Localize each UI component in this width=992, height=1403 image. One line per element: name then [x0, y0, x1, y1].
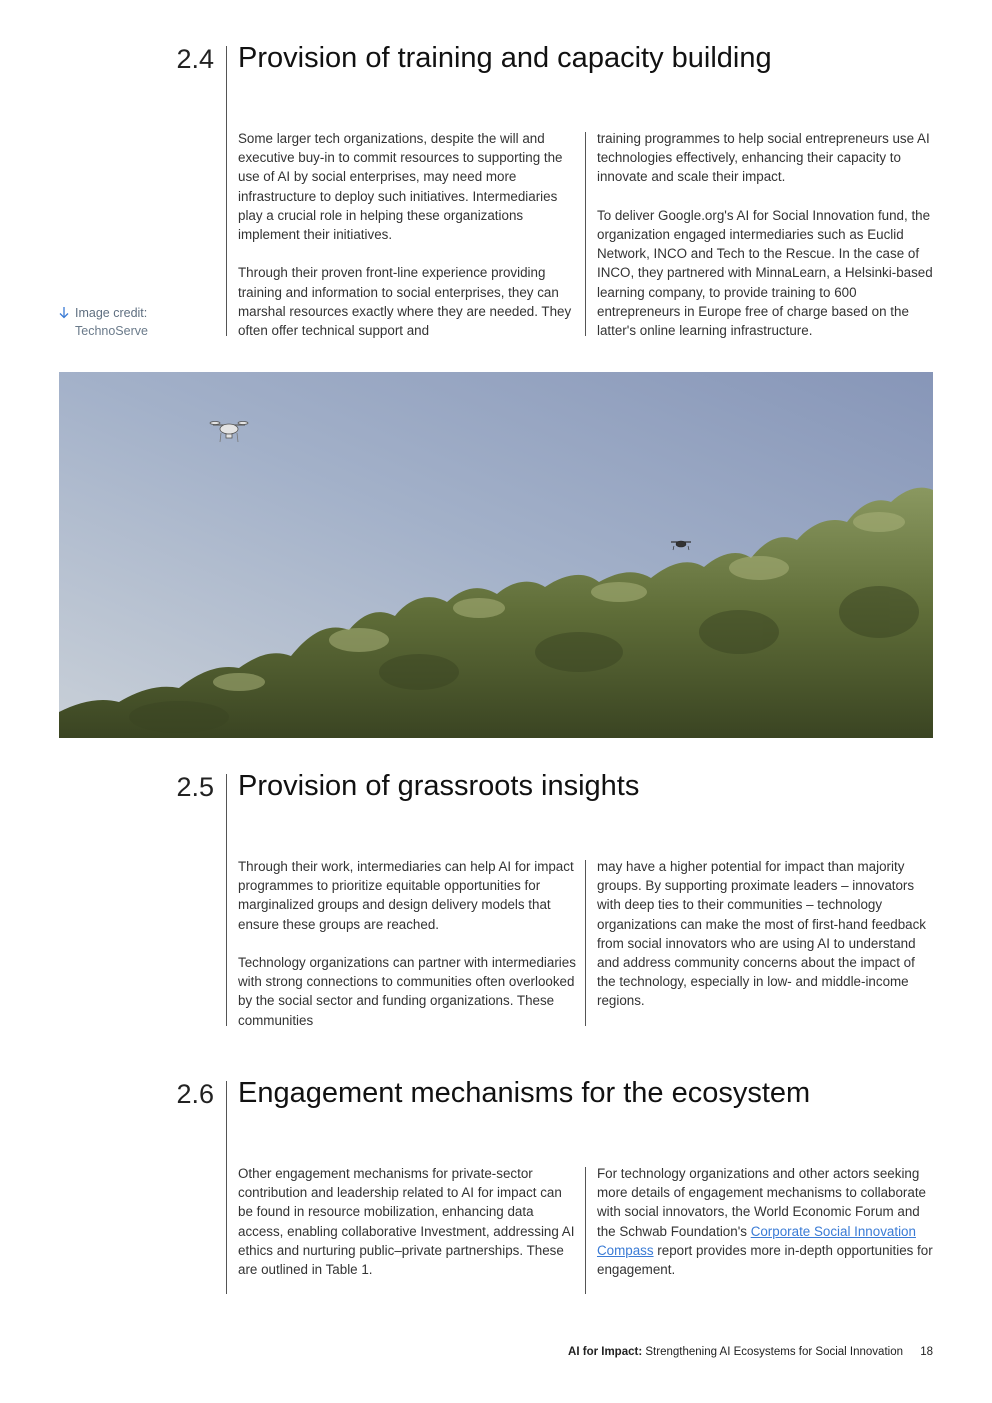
image-credit-label: Image credit:: [75, 306, 148, 320]
section-title-2-6: Engagement mechanisms for the ecosystem: [238, 1077, 811, 1109]
paragraph-text: report provides more in-depth opportunities for engagement.: [597, 1242, 933, 1278]
column-divider-2-6: [585, 1167, 586, 1294]
paragraph: Other engagement mechanisms for private-sector contribution and leadership related to AI for impact can be found in resource mobilization, enhancing data access, enabling collaborative Investment, addressing AI ethics and nurturing public–private partnerships. These are outlined in Table 1.: [238, 1166, 575, 1278]
section-2-4-left-column: [238, 129, 576, 340]
paragraph: To deliver Google.org's AI for Social Innovation fund, the organization engaged intermediaries such as Euclid Network, INCO and Tech to the Rescue. In the case of INCO, they partnered with MinnaLearn, a Helsinki-based learning company, to provide training to 600 entrepreneurs in Europe free of charge based on the latter's online learning infrastructure.: [597, 207, 933, 339]
page-footer: [568, 1346, 933, 1358]
page-number: 18: [920, 1346, 933, 1358]
column-divider-2-5: [585, 860, 586, 1026]
section-number-2-5: 2.5: [176, 772, 214, 802]
section-divider-2-4: [226, 46, 227, 336]
paragraph: Through their proven front-line experience providing training and information to social enterprises, they can marshal resources exactly where they are needed. They often offer technical support and: [238, 265, 572, 339]
drones-over-trees-photo: [59, 372, 933, 738]
paragraph: Technology organizations can partner with intermediaries with strong connections to communities often overlooked by the social sector and funding organizations. These communities: [238, 955, 576, 1028]
paragraph: training programmes to help social entrepreneurs use AI technologies effectively, enhancing their capacity to innovate and scale their impact.: [597, 131, 930, 185]
section-divider-2-5: [226, 774, 227, 1026]
image-credit-source: TechnoServe: [75, 324, 148, 338]
paragraph-text: For technology organizations and other actors seeking more details of engagement mechanisms to collaborate with social innovators, the World Economic Forum and the Schwab Foundation's: [597, 1166, 926, 1239]
section-number-2-6: 2.6: [176, 1079, 214, 1109]
section-number-2-4: 2.4: [176, 44, 214, 74]
paragraph: Some larger tech organizations, despite the will and executive buy-in to commit resources to supporting the use of AI by social enterprises, may need more infrastructure to deploy such initiatives. Intermediaries play a crucial role in helping these organizations implement their initiatives.: [238, 131, 563, 243]
section-2-4-right-column: [597, 129, 937, 340]
section-2-6-left-column: [238, 1164, 576, 1279]
corporate-social-innovation-compass-link[interactable]: Corporate Social Innovation Compass: [597, 1223, 916, 1258]
section-divider-2-6: [226, 1081, 227, 1294]
arrow-down-icon: [58, 306, 70, 324]
section-title-2-5: Provision of grassroots insights: [238, 770, 640, 802]
column-divider-2-4: [585, 132, 586, 336]
section-title-2-4: Provision of training and capacity building: [238, 42, 772, 74]
section-2-5-left-column: [238, 857, 576, 1030]
footer-subtitle: Strengthening AI Ecosystems for Social Innovation: [645, 1346, 903, 1358]
section-2-5-right-column: [597, 857, 937, 1011]
footer-brand: AI for Impact:: [568, 1346, 643, 1358]
paragraph: may have a higher potential for impact than majority groups. By supporting proximate leaders – innovators with deep ties to their communities – technology organizations can make the most of first-hand feedback from social innovators who are using AI to understand and address community concerns about the impact of the technology, especially in low- and middle-income regions.: [597, 859, 926, 1009]
section-2-6-right-column: [597, 1164, 937, 1279]
paragraph: Through their work, intermediaries can help AI for impact programmes to prioritize equitable opportunities for marginalized groups and design delivery models that ensure these groups are reached.: [238, 859, 574, 932]
paragraph: [597, 1164, 937, 1279]
